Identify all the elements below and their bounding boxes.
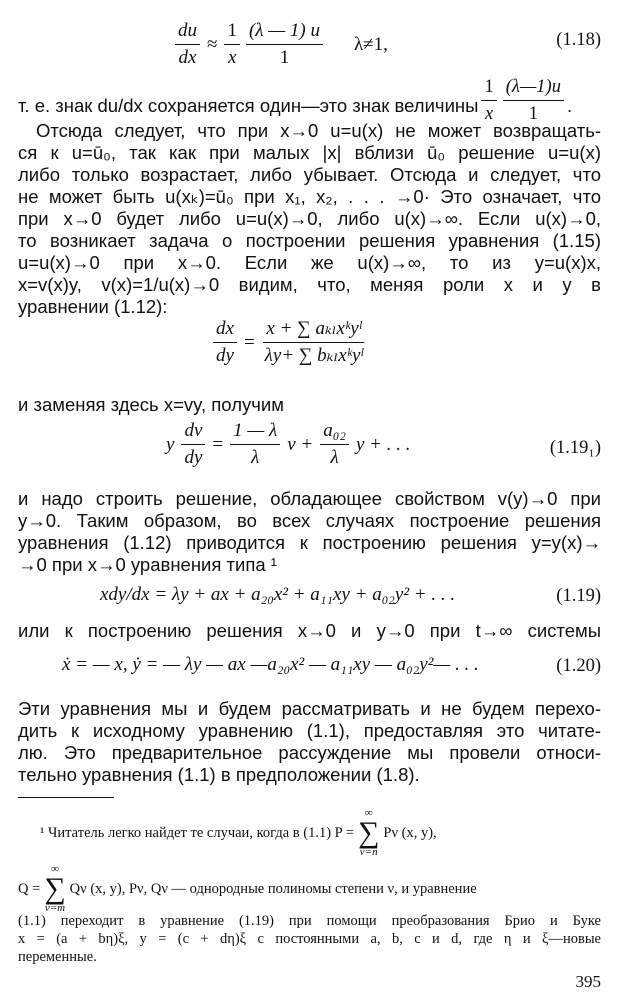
fraction-numerator: (λ—1)u — [503, 76, 564, 101]
paragraph-4-line-1: и надо строить решение, обладающее свойством v(y)→0 при — [18, 488, 601, 509]
paragraph-2-line-7: u=u(x)→0 при x→0. Если же u(x)→∞, то из y=u(x)x, — [18, 252, 601, 273]
fraction-denominator: dy — [216, 345, 234, 366]
footnote-line-3: (1.1) переходит в уравнение (1.19) при помощи преобразования Брио и Буке — [18, 913, 601, 929]
fraction-denominator: 1 — [528, 104, 538, 124]
paragraph-4-line-3: уравнения (1.12) приводится к построению решения y=y(x)→ — [18, 532, 601, 553]
inline-fraction-lambda-u — [503, 76, 564, 125]
fraction-numerator: du — [175, 20, 200, 45]
paragraph-6-line-3: лю. Это предварительное рассуждение мы провели относи- — [18, 742, 601, 763]
equation-1-18 — [172, 20, 388, 69]
equation-body: xdy/dx = λy + ax + a₂₀x² + a₁₁xy + a₀₂y² + . . . — [100, 584, 456, 605]
footnote-line-1 — [40, 808, 437, 858]
footnote-line-5: переменные. — [18, 949, 97, 965]
paragraph-2-line-4: не может быть u(xₖ)=ū₀ при x₁, x₂, . . . →0· Это означает, что — [18, 186, 601, 207]
fraction-1-over-x — [224, 20, 240, 69]
equation-term: y — [166, 433, 175, 455]
equation-1-20 — [62, 654, 479, 676]
equation-number-1-19-1: (1.19₁) — [549, 438, 601, 458]
equals-sign: = — [212, 433, 224, 455]
paragraph-2-line-1: Отсюда следует, что при x→0 u=u(x) не может возвращать- — [36, 120, 601, 141]
equation-1-19 — [100, 584, 455, 606]
fraction-dv-dy — [181, 420, 205, 469]
paragraph-2-line-6: то возникает задача о построении решения уравнения (1.15) — [18, 230, 601, 251]
equation-number-1-18: (1.18) — [556, 30, 601, 50]
paragraph-4-line-4: →0 при x→0 уравнения типа ¹ — [18, 554, 277, 575]
sum-lower-limit: ν=n — [359, 846, 378, 858]
fraction-denominator: dx — [178, 47, 197, 68]
approx-sign: ≈ — [207, 33, 218, 55]
fraction-a02-lambda — [320, 420, 349, 469]
fraction-series-ratio — [262, 318, 366, 367]
equation-term: v + — [287, 433, 314, 455]
fraction-1-minus-lambda — [230, 420, 280, 469]
fraction-numerator: dx — [213, 318, 237, 343]
paragraph-6-line-4: тельно уравнения (1.1) в предположении (1.8). — [18, 764, 420, 785]
inline-fraction-1-over-x — [481, 76, 496, 125]
fraction-denominator: x — [484, 104, 494, 124]
paragraph-text: . — [566, 94, 573, 116]
sum-upper-limit: ∞ — [51, 863, 59, 875]
fraction-numerator: a₀₂ — [320, 420, 349, 445]
fraction-numerator: 1 — [481, 76, 496, 101]
paragraph-3-line: и заменяя здесь x=vy, получим — [18, 394, 284, 415]
equation-dx-dy: $\frac{dx}{dy}$ = $\frac{\text{x + ∑ aₖₗxᵏyˡ}}{\text{λy+ ∑ bₖₗxᵏyˡ}}$ — [210, 318, 369, 367]
fraction-denominator: λ — [251, 447, 260, 468]
paragraph-text: т. е. знак du/dx сохраняется один—это знак величины — [18, 94, 479, 116]
summation-sign: ∞ ∑ ν=m — [44, 863, 66, 914]
fraction-denominator: 1 — [279, 47, 290, 68]
footnote-line-4: x = (a + bη)ξ, y = (c + dη)ξ с постоянными a, b, c и d, где η и ξ—новые — [18, 931, 601, 947]
sum-upper-limit: ∞ — [364, 807, 373, 819]
paragraph-6-line-1: Эти уравнения мы и будем рассматривать и не будем перехо- — [18, 698, 601, 719]
paragraph-2-line-3: либо только возрастает, либо убывает. Отсюда и следует, что — [18, 164, 601, 185]
footnote-text: Q = — [18, 881, 41, 897]
equation-body: ẋ = — x, ẏ = — λy — ax —a₂₀x² — a₁₁xy — a₀₂y²— . . . — [62, 654, 479, 675]
fraction-lambda-u — [246, 20, 323, 69]
paragraph-4-line-2: y→0. Таким образом, во всех случаях построение решения — [18, 510, 601, 531]
fraction-denominator: λy+ ∑ bₖₗxᵏyˡ — [264, 345, 364, 366]
fraction-numerator: 1 — λ — [230, 420, 280, 445]
equation-term: y + . . . — [355, 433, 411, 455]
footnote-line-2 — [18, 864, 477, 914]
fraction-numerator: dv — [181, 420, 205, 445]
paragraph-6-line-2: дить к исходному уравнению (1.1), предоставляя это читате- — [18, 720, 601, 741]
paragraph-2-line-9: уравнении (1.12): — [18, 296, 168, 317]
summation-sign: ∞ ∑ ν=n — [358, 807, 380, 858]
fraction-denominator: λ — [330, 447, 339, 468]
paragraph-5-line: или к построению решения x→0 и y→0 при t→∞ системы — [18, 620, 601, 641]
fraction-denominator: x — [227, 47, 237, 68]
fraction-numerator: x + ∑ aₖₗxᵏyˡ — [263, 318, 364, 343]
equation-condition: λ≠1, — [353, 33, 388, 55]
page-number: 395 — [575, 972, 601, 991]
equation-1-19-1 — [166, 420, 410, 469]
fraction-denominator: dy — [184, 447, 203, 468]
footnote-text: ¹ Читатель легко найдет те случаи, когда в (1.1) P = — [40, 825, 354, 841]
footnote-text: Pν (x, y), — [383, 825, 437, 841]
footnote-text: Qν (x, y), Pν, Qν — однородные полиномы степени ν, и уравнение — [69, 881, 477, 897]
paragraph-2-line-5: при x→0 будет либо u=u(x)→0, либо u(x)→∞. Если u(x)→0, — [18, 208, 601, 229]
fraction-numerator: 1 — [224, 20, 240, 45]
sum-lower-limit: ν=m — [44, 902, 66, 914]
paragraph-2-line-2: ся к u=ū₀, так как при малых |x| вблизи ū₀ решение u=u(x) — [18, 142, 601, 163]
paragraph-2-line-8: x=v(x)y, v(x)=1/u(x)→0 видим, что, меняя роли x и y в — [18, 274, 601, 295]
fraction-numerator: (λ — 1) u — [246, 20, 323, 45]
fraction-dx-dy — [213, 318, 237, 367]
footnote-divider — [18, 797, 114, 798]
equation-number-1-20: (1.20) — [556, 656, 601, 676]
fraction-du-dx — [175, 20, 200, 69]
equation-number-1-19: (1.19) — [556, 586, 601, 606]
